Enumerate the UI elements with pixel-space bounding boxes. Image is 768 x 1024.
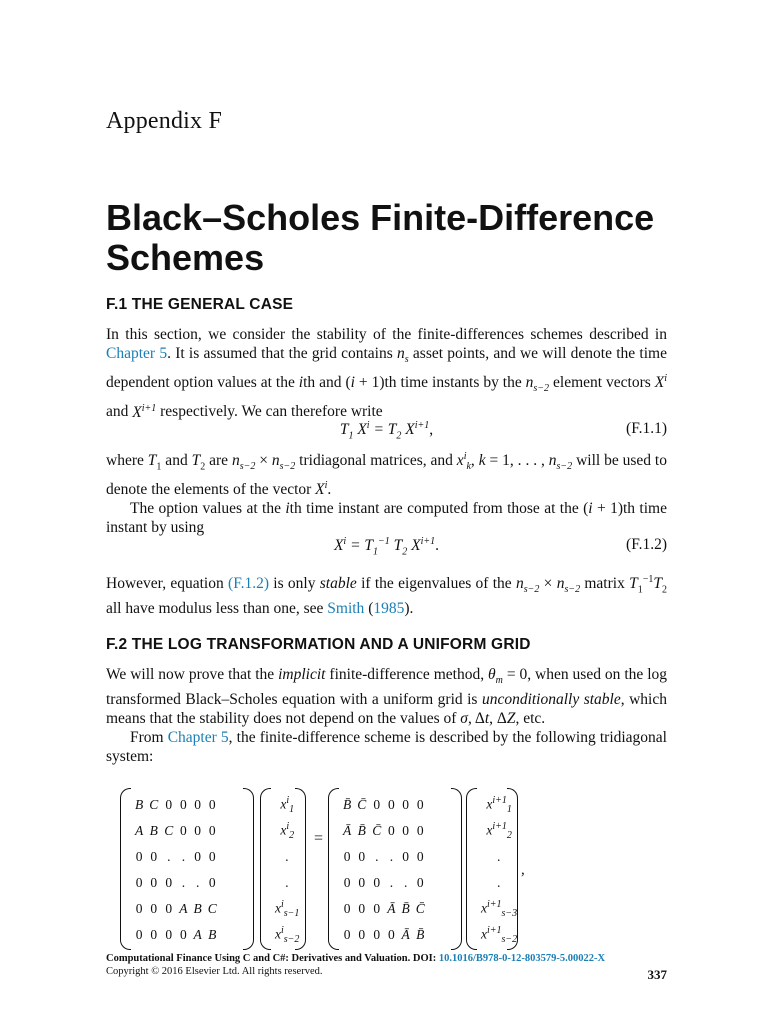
vector-x-i-plus-1: $x^{i+1}_1$ $x^{i+1}_2$ . . $x^{i+1}_{s-3}$ $x^{i+1}_{s-2}$ [466, 788, 518, 948]
doi-link[interactable]: 10.1016/B978-0-12-803579-5.00022-X [438, 953, 606, 964]
trailing-comma: , [521, 862, 525, 878]
copyright-notice: Copyright © 2016 Elsevier Ltd. All rights reserved. [106, 966, 323, 977]
vector-x-i: $x^i_1$ $x^i_2$ . . $x^i_{s-1}$ $x^i_{s-2}$ [260, 788, 306, 948]
paragraph-implicit: We will now prove that the implicit finite-difference method, $\theta_m = 0$, when used on the log transformed Black–Scholes equation with a uniform grid is unconditionally stable, which means that the stability does not depend on the values of σ, Δt, ΔZ, etc. From Chapter 5, the finite-difference scheme is described by the following tridiagonal system: [106, 666, 668, 766]
matrix-left: B C 0 0 0 0 A B C 0 0 0 0 0 . . 0 0 0 0 0 . . 0 0 0 0 A B C 0 0 0 0 A B [120, 788, 254, 948]
appendix-label: Appendix F [106, 108, 222, 134]
paragraph-stability: However, equation (F.1.2) is only stable if the eigenvalues of the $n_{s-2} \times n_{s-2}$ matrix $T_1^{-1}T_2$ all have modulus less than one, see Smith (1985). [106, 574, 668, 618]
equation-f12: $X^i = T_1^{-1}$ $T_2$ $X^{i+1}$. (F.1.2) [333, 536, 667, 558]
chapter-5-link[interactable]: Chapter 5 [106, 345, 168, 362]
equals-sign: = [314, 830, 324, 847]
section-heading-f2: F.2 THE LOG TRANSFORMATION AND A UNIFORM GRID [106, 636, 531, 653]
paragraph-intro: In this section, we consider the stability of the finite-differences schemes described in Chapter 5. It is assumed that the grid contains $n_s$ asset points, and we will denote the time dependent option values at the ith and (i + 1)th time instants by the $n_{s-2}$ element vectors $X^i$ and $X^{i+1}$ respectively. We can therefore write [106, 326, 667, 421]
equation-f12-link[interactable]: (F.1.2) [228, 575, 269, 593]
smith-citation-link[interactable]: Smith [327, 600, 365, 618]
page-footer: Computational Finance Using C and C#: Derivatives and Valuation. DOI: 10.1016/B978-0-12-803579-5.00022-X Copyright © 2016 Elsevier Ltd. All rights reserved. [106, 952, 667, 978]
matrix-right: B̄ C̄ 0 0 0 0 Ā B̄ C̄ 0 0 0 0 0 . . 0 0 0 0 0 . . 0 0 0 0 Ā B̄ C̄ 0 0 0 0 Ā B̄ [328, 788, 462, 948]
smith-year-link[interactable]: 1985 [373, 600, 405, 618]
chapter-5-link-2[interactable]: Chapter 5 [167, 729, 229, 747]
chapter-title: Black–Scholes Finite-Difference Schemes [106, 197, 655, 278]
equation-number: (F.1.1) [626, 420, 667, 437]
page-number: 337 [647, 967, 667, 982]
equation-number: (F.1.2) [626, 536, 667, 553]
paragraph-definitions: where $T_1$ and $T_2$ are $n_{s-2} \times n_{s-2}$ tridiagonal matrices, and $x^i_k$, k = 1, . . . , $n_{s-2}$ will be used to denote the elements of the vector $X^i$. The option values at the ith time instant are computed from those at the (i + 1)th time instant by using [106, 451, 667, 537]
section-heading-f1: F.1 THE GENERAL CASE [106, 296, 294, 313]
equation-f11: $T_1$ $X^i = T_2$ $X^{i+1}$, (F.1.1) [339, 420, 667, 442]
